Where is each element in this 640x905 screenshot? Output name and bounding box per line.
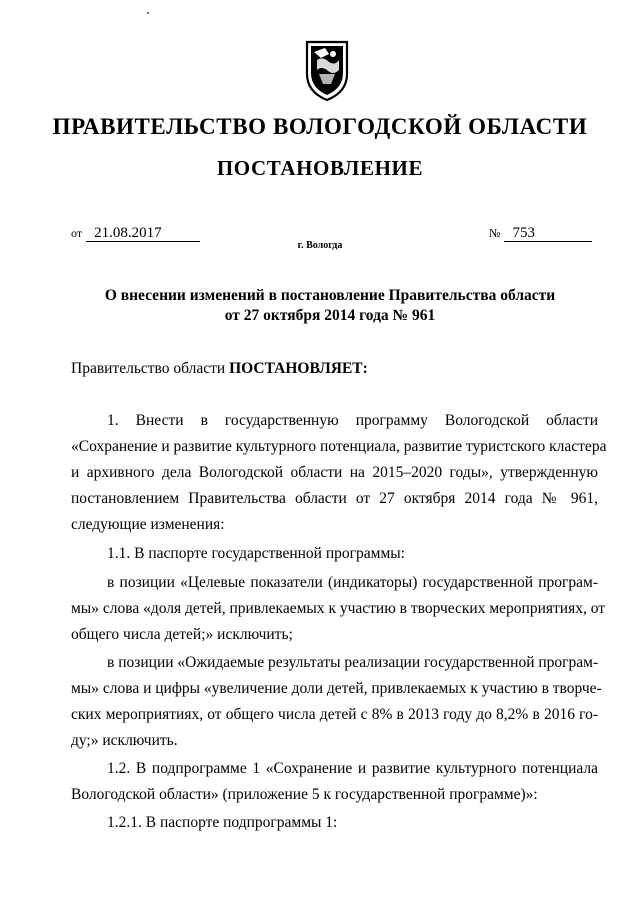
- preamble: [71, 359, 368, 379]
- document-date: 21.08.2017: [86, 226, 200, 242]
- body-line: 1.2. В подпрограмме 1 «Сохранение и развитие культурного потенциала: [107, 760, 598, 777]
- body-line: мы» слова и цифры «увеличение доли детей, привлекаемых к участию в творче-: [71, 680, 602, 697]
- body-line: ду;» исключить.: [71, 732, 178, 749]
- organization-name: ПРАВИТЕЛЬСТВО ВОЛОГОДСКОЙ ОБЛАСТИ: [52, 114, 588, 139]
- date-prefix: от: [71, 226, 83, 240]
- number-prefix: №: [489, 226, 501, 240]
- document-title: [60, 286, 600, 326]
- body-line: ских мероприятиях, от общего числа детей с 8% в 2013 году до 8,2% в 2016 го-: [71, 706, 598, 723]
- body-line: общего числа детей;» исключить;: [71, 626, 293, 643]
- scan-dot: [147, 12, 149, 14]
- body-line: 1.2.1. В паспорте подпрограммы 1:: [107, 814, 338, 831]
- body-line: следующие изменения:: [71, 516, 225, 533]
- body-line: Вологодской области» (приложение 5 к государственной программе)»:: [71, 786, 538, 803]
- document-type: ПОСТАНОВЛЕНИЕ: [216, 156, 424, 180]
- coat-of-arms-emblem: [305, 40, 349, 102]
- body-line: «Сохранение и развитие культурного потенциала, развитие туристского кластера: [71, 438, 607, 455]
- title-line-2: от 27 октября 2014 года № 961: [224, 307, 436, 324]
- body-line: в позиции «Ожидаемые результаты реализации государственной програм-: [107, 654, 599, 671]
- body-line: 1. Внести в государственную программу Вологодской области: [107, 412, 598, 429]
- body-line: постановлением Правительства области от 27 октября 2014 года № 961,: [71, 490, 598, 507]
- city-label: г. Вологда: [297, 240, 343, 251]
- title-line-1: О внесении изменений в постановление Правительства области: [104, 287, 556, 304]
- preamble-text: Правительство области: [71, 360, 230, 377]
- preamble-decree: ПОСТАНОВЛЯЕТ:: [229, 360, 368, 377]
- body-line: в позиции «Целевые показатели (индикаторы) государственной програм-: [107, 574, 598, 591]
- body-line: 1.1. В паспорте государственной программы:: [107, 545, 405, 562]
- document-number: 753: [504, 226, 592, 242]
- body-line: и архивного дела Вологодской области на 2015–2020 годы», утвержденную: [71, 464, 598, 481]
- body-line: мы» слова «доля детей, привлекаемых к участию в творческих мероприятиях, от: [71, 600, 606, 617]
